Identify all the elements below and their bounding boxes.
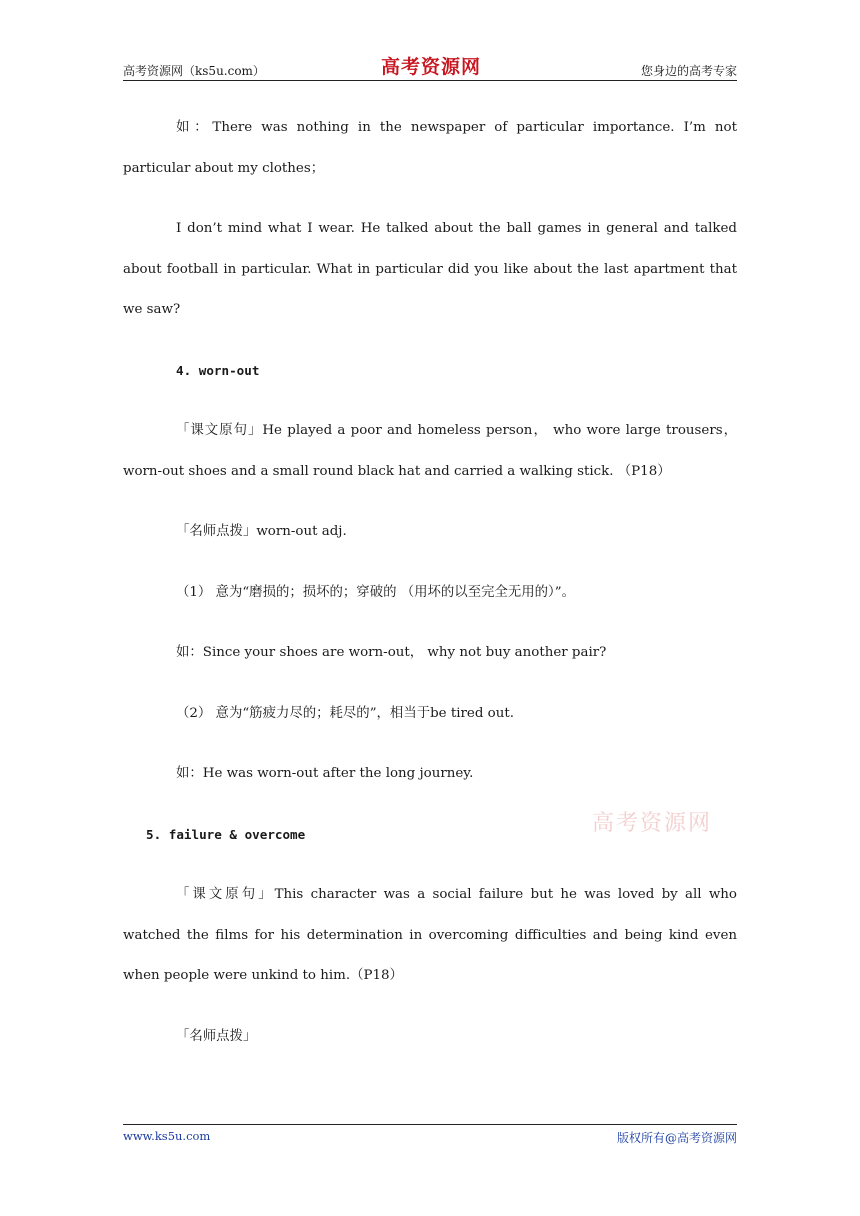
page-header — [123, 56, 737, 81]
paragraph-meaning-1: （1） 意为“磨损的；损坏的；穿破的 （用坏的以至完全无用的）”。 — [176, 584, 575, 600]
paragraph-example-shoes: 如：Since your shoes are worn-out， why not buy another pair? — [176, 645, 607, 660]
paragraph-teacher-note-failure: 「名师点拨」 — [176, 1028, 257, 1044]
section-heading-failure-overcome: 5. failure & overcome — [146, 826, 306, 842]
header-site-name: 高考资源网（ks5u.com） — [123, 64, 265, 78]
paragraph-source-sentence-failure: 「课文原句」This character was a social failure but he was loved by all who watched the films for his determination in overcoming difficulties and being kind even when people were unkind to him.（P18） — [123, 887, 737, 983]
paragraph-example-journey: 如：He was worn-out after the long journey. — [176, 766, 474, 781]
footer-copyright: 版权所有@高考资源网 — [616, 1131, 737, 1145]
section-heading-worn-out: 4. worn-out — [176, 362, 260, 378]
footer-url-link[interactable]: www.ks5u.com — [123, 1129, 211, 1143]
paragraph-teacher-note-worn-out: 「名师点拨」worn-out adj. — [176, 524, 347, 539]
document-body — [123, 108, 737, 1077]
header-logo: 高考资源网 — [381, 56, 482, 78]
watermark-logo: 高考资源网 — [592, 811, 713, 836]
header-slogan: 您身边的高考专家 — [640, 64, 737, 78]
paragraph-particular-usage: I don’t mind what I wear. He talked about the ball games in general and talked about football in particular. What in particular did you like about the last apartment that we saw? — [123, 221, 737, 317]
paragraph-meaning-2: （2） 意为“筋疲力尽的；耗尽的”，相当于be tired out. — [176, 705, 515, 721]
page-footer — [123, 1124, 737, 1147]
paragraph-example-particular: 如：There was nothing in the newspaper of particular importance. I’m not particular about my clothes； — [123, 120, 737, 176]
paragraph-source-sentence-worn-out: 「课文原句」He played a poor and homeless person， who wore large trousers，worn-out shoes and a small round black hat and carried a walking stick. （P18） — [123, 423, 737, 479]
